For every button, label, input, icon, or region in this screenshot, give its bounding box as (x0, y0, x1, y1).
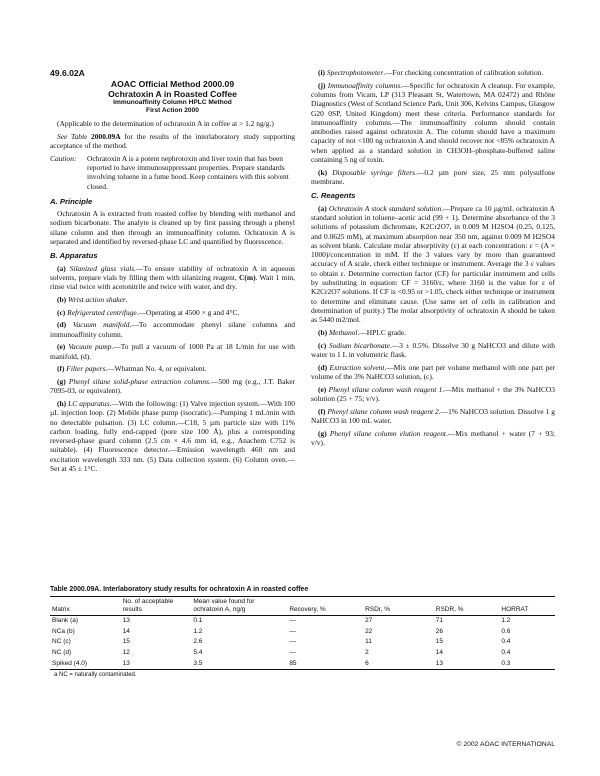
copyright-footer: © 2002 AOAC INTERNATIONAL (456, 741, 555, 748)
title-line-1: AOAC Official Method 2000.09 (110, 79, 235, 89)
col-header: RSDR, % (435, 606, 464, 613)
table-cell: NC (c) (52, 638, 71, 646)
table-cell: 26 (435, 627, 443, 635)
table-footnote: a NC = naturally contaminated. (54, 671, 137, 678)
caution-text: Ochratoxin A is a potent nephrotoxin and liver toxin that has been reported to have immunosuppressant properties. Prepare standards involving toluene in a fume hood. Keep containers with this solvent closed. (87, 153, 289, 191)
method-number: 49.6.02A (50, 68, 85, 78)
table-cell: NC (d) (52, 649, 72, 657)
method-title (50, 79, 295, 99)
reagent-e: (e) Phenyl silane column wash reagent 1.—Mix methanol + the 3% NaHCO3 solution (25 + 75; v/v). (311, 384, 555, 403)
table-cell: 13 (122, 659, 130, 667)
apparatus-b: (b) Wrist action shaker. (57, 294, 128, 304)
table-cell: 22 (365, 627, 373, 635)
table-cell: 6 (365, 659, 369, 667)
table-cell: 0.3 (501, 659, 511, 667)
table-row (50, 616, 555, 627)
table-cell: 0.4 (501, 638, 511, 646)
apparatus-a: (a) Silanized glass vials.—To ensure stability of ochratoxin A in aqueous solvents, prepare vials by filling them with silanizing reagent, C(m). Wait 1 min, rinse vial twice with acetonitrile and twice with water, and dry. (50, 263, 296, 292)
table-header-row (50, 597, 555, 616)
table-cell: 15 (435, 638, 443, 646)
section-reagents-heading: C. Reagents (311, 191, 356, 201)
subtitle-line-2: First Action 2000 (146, 107, 199, 114)
reagent-c: (c) Sodium bicarbonate.—3 ± 0.5%. Dissolve 30 g NaHCO3 and dilute with water to 1 L in volumetric flask. (311, 340, 555, 359)
table-cell: 1.2 (501, 617, 511, 625)
table-cell: — (289, 649, 296, 657)
left-column (50, 68, 295, 477)
principle-text: Ochratoxin A is extracted from roasted coffee by blending with methanol and sodium bicarbonate. The analyte is cleaned up by first passing through a phenyl silane column and then through an immunoaffinity column. Ochratoxin A is separated and identified by reversed-phase LC and quantified by fluorescence. (50, 209, 295, 247)
table-cell: 5.4 (193, 649, 203, 657)
subtitle-line-1: Immunoaffinity Column HPLC Method (113, 99, 232, 106)
table-cell: 15 (122, 638, 130, 646)
table-title: Table 2000.09A. Interlaboratory study results for ochratoxin A in roasted coffee (50, 586, 309, 593)
reagent-d: (d) Extraction solvent.—Mix one part per volume methanol with one part per volume of the 3% NaHCO3 solution, (c). (311, 362, 556, 381)
apparatus-i: (i) Spectrophotometer.—For checking concentration of calibration solution. (318, 68, 544, 77)
method-subtitle (50, 99, 295, 115)
table-cell: 71 (435, 617, 443, 625)
col-header: No. of acceptable results (122, 598, 174, 613)
caution-label: Caution: (50, 153, 77, 163)
table-row (50, 627, 555, 638)
apparatus-e: (e) Vacuum pump.—To pull a vacuum of 1000 Pa at 18 L/min for use with manifold, (d). (50, 342, 296, 361)
table-cell: 0.4 (501, 649, 511, 657)
applicability: (Applicable to the determination of ochratoxin A in coffee at > 1.2 ng/g.) (57, 119, 274, 128)
table-cell: 3.5 (193, 659, 203, 667)
section-apparatus-heading: B. Apparatus (50, 251, 98, 261)
reagent-g: (g) Phenyl silane column elution reagent.—Mix methanol + water (7 + 93; v/v). (311, 428, 556, 447)
col-header: Matrix (52, 606, 70, 613)
table-cell: NCa (b) (52, 627, 75, 635)
table-cell: 11 (365, 638, 372, 646)
apparatus-h: (h) LC apparatus.—With the following: (1) Valve injection system.—With 100 µL injection loop. (2) Mobile phase pump (isocratic).—Pumping 1 mL/min with no detectable pulsation. (3) LC column.—C18, 5 µm particle size with 11% carbon loading, fully end-capped (pore size 100 Å), plus a corresponding reversed-phase guard column (2.5 cm × 4.6 mm id, e.g., Anachem C752 is suitable). (4) Fluorescence detector.—Emission wavelength 460 nm and excitation wavelength 333 nm. (5) Data collection system. (6) Column oven.—Set at 45 ± 1°C. (50, 398, 295, 474)
apparatus-g: (g) Phenyl silane solid-phase extraction columns.—500 mg (e.g., J.T. Baker 7095-03, or equivalent). (50, 376, 295, 396)
table-cell: — (289, 617, 296, 625)
table-cell: 13 (435, 659, 443, 667)
table-cell: 0.6 (501, 627, 511, 635)
table-cell: 2 (365, 649, 369, 657)
table-cell: 27 (365, 617, 373, 625)
results-table-block (50, 586, 555, 678)
apparatus-c: (c) Refrigerated centrifuge.—Operating at 4500 × g and 4°C. (57, 307, 240, 317)
reagent-f: (f) Phenyl silane column wash reagent 2.—1% NaHCO3 solution. Dissolve 1 g NaHCO3 in 100 mL water. (311, 406, 556, 425)
reagent-b: (b) Methanol.—HPLC grade. (318, 327, 407, 337)
section-principle-heading: A. Principle (50, 196, 93, 206)
reagent-a: (a) Ochratoxin A stock standard solution.—Prepare ca 10 µg/mL ochratoxin A standard solution in toluene–acetic acid (99 + 1). Determine absorbance of the 3 solutions of potassium dichromate, K2Cr2O7, in 0.009 M H2SO4 (0.25, 0.125, and 0.0625 mM), at maximum absorption near 350 nm, against 0.009 M H2SO4 as solvent blank. Calculate molar absorptivity (ε) at each concentration: ε = (A × 1000)/concentration in mM. If the 3 values vary by more than guaranteed accuracy of A scale, check either technique or instrument. Average the 3 ε values to obtain ε. Determine correction factor (CF) for particular instrument and cells by substituting in equation: CF = 3160/ε, where 3160 is the value for ε of K2Cr2O7 solutions. If CF is <0.95 or >1.05, check either technique or instrument to determine and eliminate cause. (Use same set of cells in calibration and determination of purity.) The molar absorptivity of ochratoxin A should be taken as 5440 m2/mol. (311, 203, 556, 325)
table-cell: 12 (122, 649, 130, 657)
apparatus-k: (k) Disposable syringe filters.—0.2 µm pore size, 25 mm polysulfone membrane. (311, 167, 555, 187)
right-column (311, 68, 555, 451)
col-header: Recovery, % (289, 606, 326, 613)
apparatus-j: (j) Immunoaffinity columns.—Specific for ochratoxin A cleanup. For example, columns from Vicam, LP (313 Pleasant St, Watertown, MA 02472) and Rhône Diagnostics (West of Scotland Science Park, Unit 306, Kelvins Campus, Glasgow G20 0SP, United Kingdom) meet these criteria. Performance standards for immunoaffinity columns.—The immunoaffinity column should contain antibodies raised against ochratoxin A. The column should have a maximum capacity of not <100 ng ochratoxin A and should recover not <85% ochratoxin A when applied as a standard solution in CH3OH–phosphate-buffered saline containing 5 ng of toxin. (311, 80, 555, 165)
table-row (50, 648, 555, 659)
table-cell: Spiked (4.0) (52, 659, 88, 667)
col-header: HORRAT (501, 606, 529, 613)
table-cell: 1.2 (193, 627, 203, 635)
col-header: Mean value found for ochratoxin A, ng/g (193, 598, 255, 613)
table-cell: 14 (122, 627, 130, 635)
col-header: RSDr, % (365, 606, 390, 613)
table-cell: 0.1 (193, 617, 203, 625)
table-row (50, 637, 555, 648)
table-cell: 14 (435, 649, 443, 657)
table-row (50, 658, 555, 669)
title-line-2: Ochratoxin A in Roasted Coffee (108, 89, 237, 99)
table-cell: 85 (289, 659, 297, 667)
apparatus-d: (d) Vacuum manifold.—To accommodate phenyl silane columns and immunoaffinity column. (50, 320, 295, 339)
table-cell: 13 (122, 617, 130, 625)
apparatus-f: (f) Filter papers.—Whatman No. 4, or equivalent. (57, 364, 207, 374)
table-cell: — (289, 638, 296, 646)
see-table-note: See Table 2000.09A for the results of the interlaboratory study supporting acceptance of the method. (50, 131, 295, 150)
table-cell: Blank (a) (52, 617, 79, 625)
table-cell: — (289, 627, 296, 635)
caution-block (50, 154, 295, 191)
table-cell: 2.6 (193, 638, 203, 646)
results-table (50, 596, 555, 670)
